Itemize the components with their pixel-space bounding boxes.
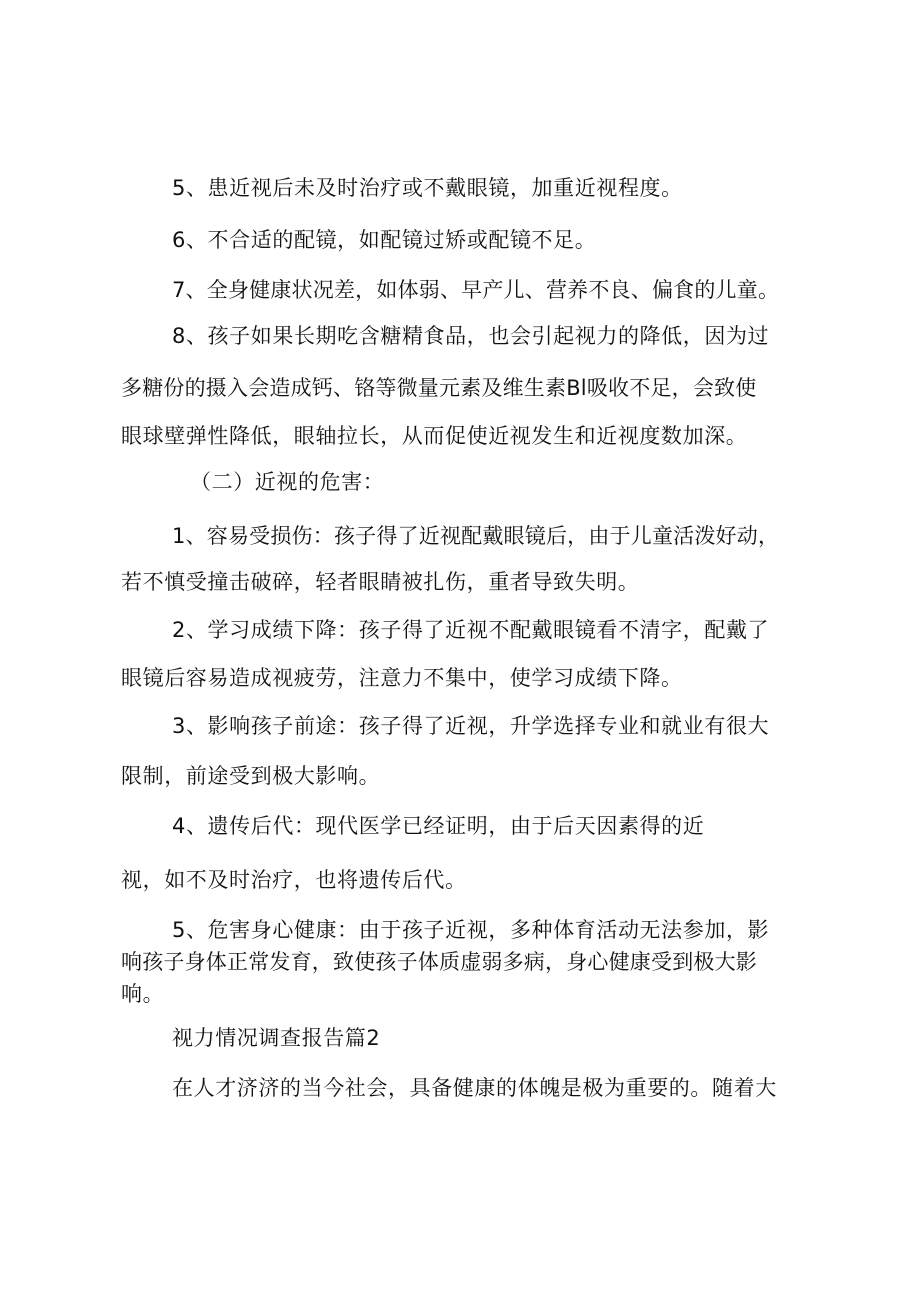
text-line: 响孩子身体正常发育，致使孩子体质虚弱多病，身心健康受到极大影 <box>121 950 757 974</box>
text-line: 限制，前途受到极大影响。 <box>121 764 381 788</box>
text-line: 5、患近视后未及时治疗或不戴眼镜，加重近视程度。 <box>172 176 683 200</box>
text-line: 4、遗传后代：现代医学已经证明，由于后天因素得的近 <box>172 814 705 838</box>
text-line: 眼球壁弹性降低，眼轴拉长，从而促使近视发生和近视度数加深。 <box>121 424 748 448</box>
text-line: 1、容易受损伤：孩子得了近视配戴眼镜后，由于儿童活泼好动， <box>172 524 780 548</box>
text-line: 在人才济济的当今社会，具备健康的体魄是极为重要的。随着大 <box>172 1076 777 1100</box>
text-line: 7、全身健康状况差，如体弱、早产儿、营养不良、偏食的儿童。 <box>172 278 780 302</box>
section-heading: （二）近视的危害： <box>190 470 385 494</box>
text-line: 5、危害身心健康：由于孩子近视，多种体育活动无法参加，影 <box>172 918 770 942</box>
text-line: 3、影响孩子前途：孩子得了近视，升学选择专业和就业有很大 <box>172 714 770 738</box>
text-line: 眼镜后容易造成视疲劳，注意力不集中，使学习成绩下降。 <box>121 666 683 690</box>
text-line: 响。 <box>121 982 165 1006</box>
text-line: 多糖份的摄入会造成钙、铬等微量元素及维生素Bl吸收不足，会致使 <box>121 376 757 400</box>
document-heading: 视力情况调查报告篇2 <box>172 1026 381 1050</box>
text-line: 6、不合适的配镜，如配镜过矫或配镜不足。 <box>172 228 597 252</box>
text-line: 2、学习成绩下降：孩子得了近视不配戴眼镜看不清字，配戴了 <box>172 618 770 642</box>
text-line: 视，如不及时治疗，也将遗传后代。 <box>121 868 467 892</box>
text-line: 8、孩子如果长期吃含糖精食品，也会引起视力的降低，因为过 <box>172 324 770 348</box>
text-line: 若不慎受撞击破碎，轻者眼睛被扎伤，重者导致失明。 <box>121 570 640 594</box>
